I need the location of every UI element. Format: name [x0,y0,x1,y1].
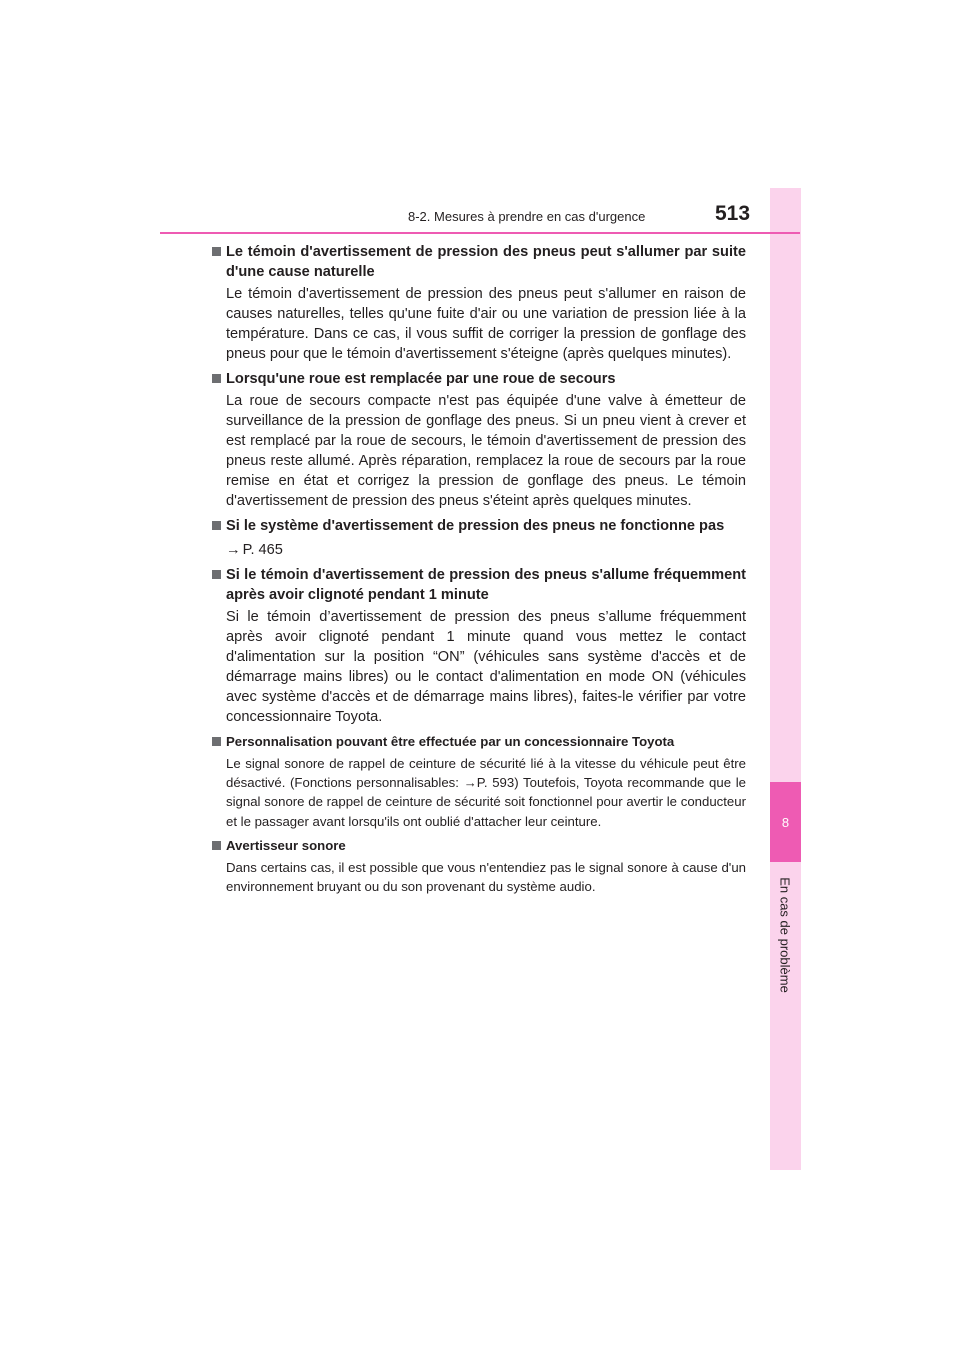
header-rule [160,232,800,234]
square-bullet-icon [212,521,221,530]
section-item [212,369,746,511]
item-text: Le signal sonore de rappel de ceinture de sécurité lié à la vitesse du véhicule peut être désactivé. (Fonctions personnalisables: →P. 593) Toutefois, Toyota recommande que le signal sonore de rappel de ceinture de sécurité soit fonctionnel pour avertir le conducteur et le passager avant lorsqu'ils ont oublié d'attacher leur ceinture. [226,756,746,829]
section-item [212,732,746,831]
page-reference: → P. 465 [226,542,283,558]
item-heading: Le témoin d'avertissement de pression des pneus peut s'allumer par suite d'une cause naturelle [212,242,746,282]
item-heading: Si le système d'avertissement de pression des pneus ne fonctionne pas [212,516,746,536]
page-content [212,242,746,901]
section-item [212,242,746,364]
page-number: 513 [715,202,751,225]
square-bullet-icon [212,247,221,256]
item-heading: Personnalisation pouvant être effectuée par un concessionnaire Toyota [212,732,746,752]
square-bullet-icon [212,737,221,746]
chapter-number: 8 [781,814,790,830]
item-heading: Avertisseur sonore [212,836,746,856]
chapter-side-tab [770,188,801,1170]
square-bullet-icon [212,841,221,850]
section-item [212,565,746,727]
arrow-right-icon: → [226,542,241,558]
section-item [212,516,746,560]
chapter-number-block [770,782,801,862]
section-item [212,836,746,896]
section-header: 8-2. Mesures à prendre en cas d'urgence [408,209,646,224]
item-text: Le témoin d'avertissement de pression des pneus peut s'allumer en raison de causes naturelles, telles qu'une fuite d'air ou une variation de pression liée à la température. Dans ce cas, il vous suffit de corriger la pression de gonflage des pneus pour que le témoin d'avertissement s'éteigne (après quelques minutes). [226,286,746,362]
item-text: Dans certains cas, il est possible que vous n'entendiez pas le signal sonore à cause d'un environnement bruyant ou du son provenant du système audio. [226,859,746,895]
item-text: La roue de secours compacte n'est pas équipée d'une valve à émetteur de surveillance de la pression de gonflage des pneus. Si un pneu vient à crever et est remplacé par la roue de secours, le témoin d'avertissement de pression des pneus reste allumé. Après réparation, remplacez la roue de secours par la roue remise en état et corrigez la pression de gonflage des pneus. Le témoin d'avertissement de pression des pneus s'éteint après quelques minutes. [226,393,746,509]
square-bullet-icon [212,570,221,579]
item-heading: Si le témoin d'avertissement de pression des pneus s'allume fréquemment après avoir clignoté pendant 1 minute [212,565,746,605]
square-bullet-icon [212,374,221,383]
item-text: Si le témoin d’avertissement de pression des pneus s’allume fréquemment après avoir clignoté pendant 1 minute quand vous mettez le contact d'alimentation sur la position “ON” (véhicules sans système d'accès et de démarrage mains libres) ou le contact d'alimentation en mode ON (véhicules avec système d'accès et de démarrage mains libres), faites-le vérifier par votre concessionnaire Toyota. [226,609,746,725]
item-heading: Lorsqu'une roue est remplacée par une roue de secours [212,369,746,389]
chapter-title: En cas de problème [777,877,793,993]
